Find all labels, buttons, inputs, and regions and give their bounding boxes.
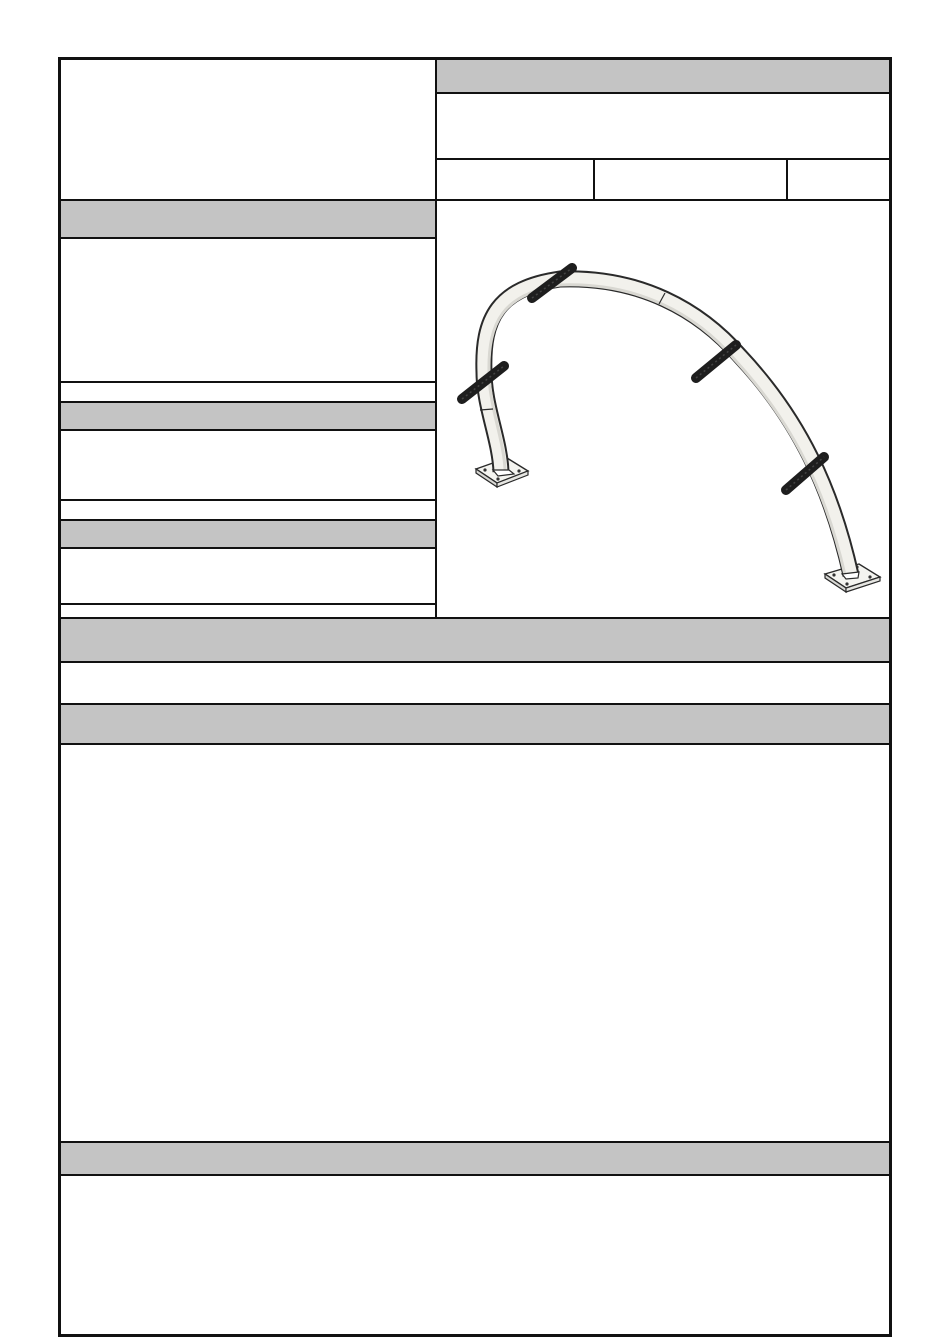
wide-section-2-heading — [61, 705, 889, 743]
left-section-1-heading — [61, 201, 435, 237]
code-cell-3 — [788, 160, 889, 200]
wide-section-3-heading — [61, 1143, 889, 1174]
left-section-1-footer — [61, 383, 435, 401]
arch-bar-product-image — [440, 203, 890, 617]
wide-section-1-body — [61, 663, 889, 703]
wide-section-1-heading — [61, 619, 889, 661]
code-cell-1 — [437, 160, 593, 200]
left-section-3-footer — [61, 605, 435, 617]
wide-section-3-body — [61, 1176, 889, 1334]
wide-section-2-body — [61, 745, 889, 1141]
left-section-2-body — [61, 431, 435, 499]
title-value — [437, 94, 889, 158]
arch-tube — [484, 279, 851, 575]
left-section-3-heading — [61, 521, 435, 547]
left-section-2-heading — [61, 403, 435, 429]
code-cell-2 — [595, 160, 786, 200]
left-section-1-body — [61, 239, 435, 381]
left-section-3-body — [61, 549, 435, 603]
logo-area — [61, 60, 435, 199]
title-bar-label — [437, 60, 889, 92]
left-section-2-footer — [61, 501, 435, 519]
